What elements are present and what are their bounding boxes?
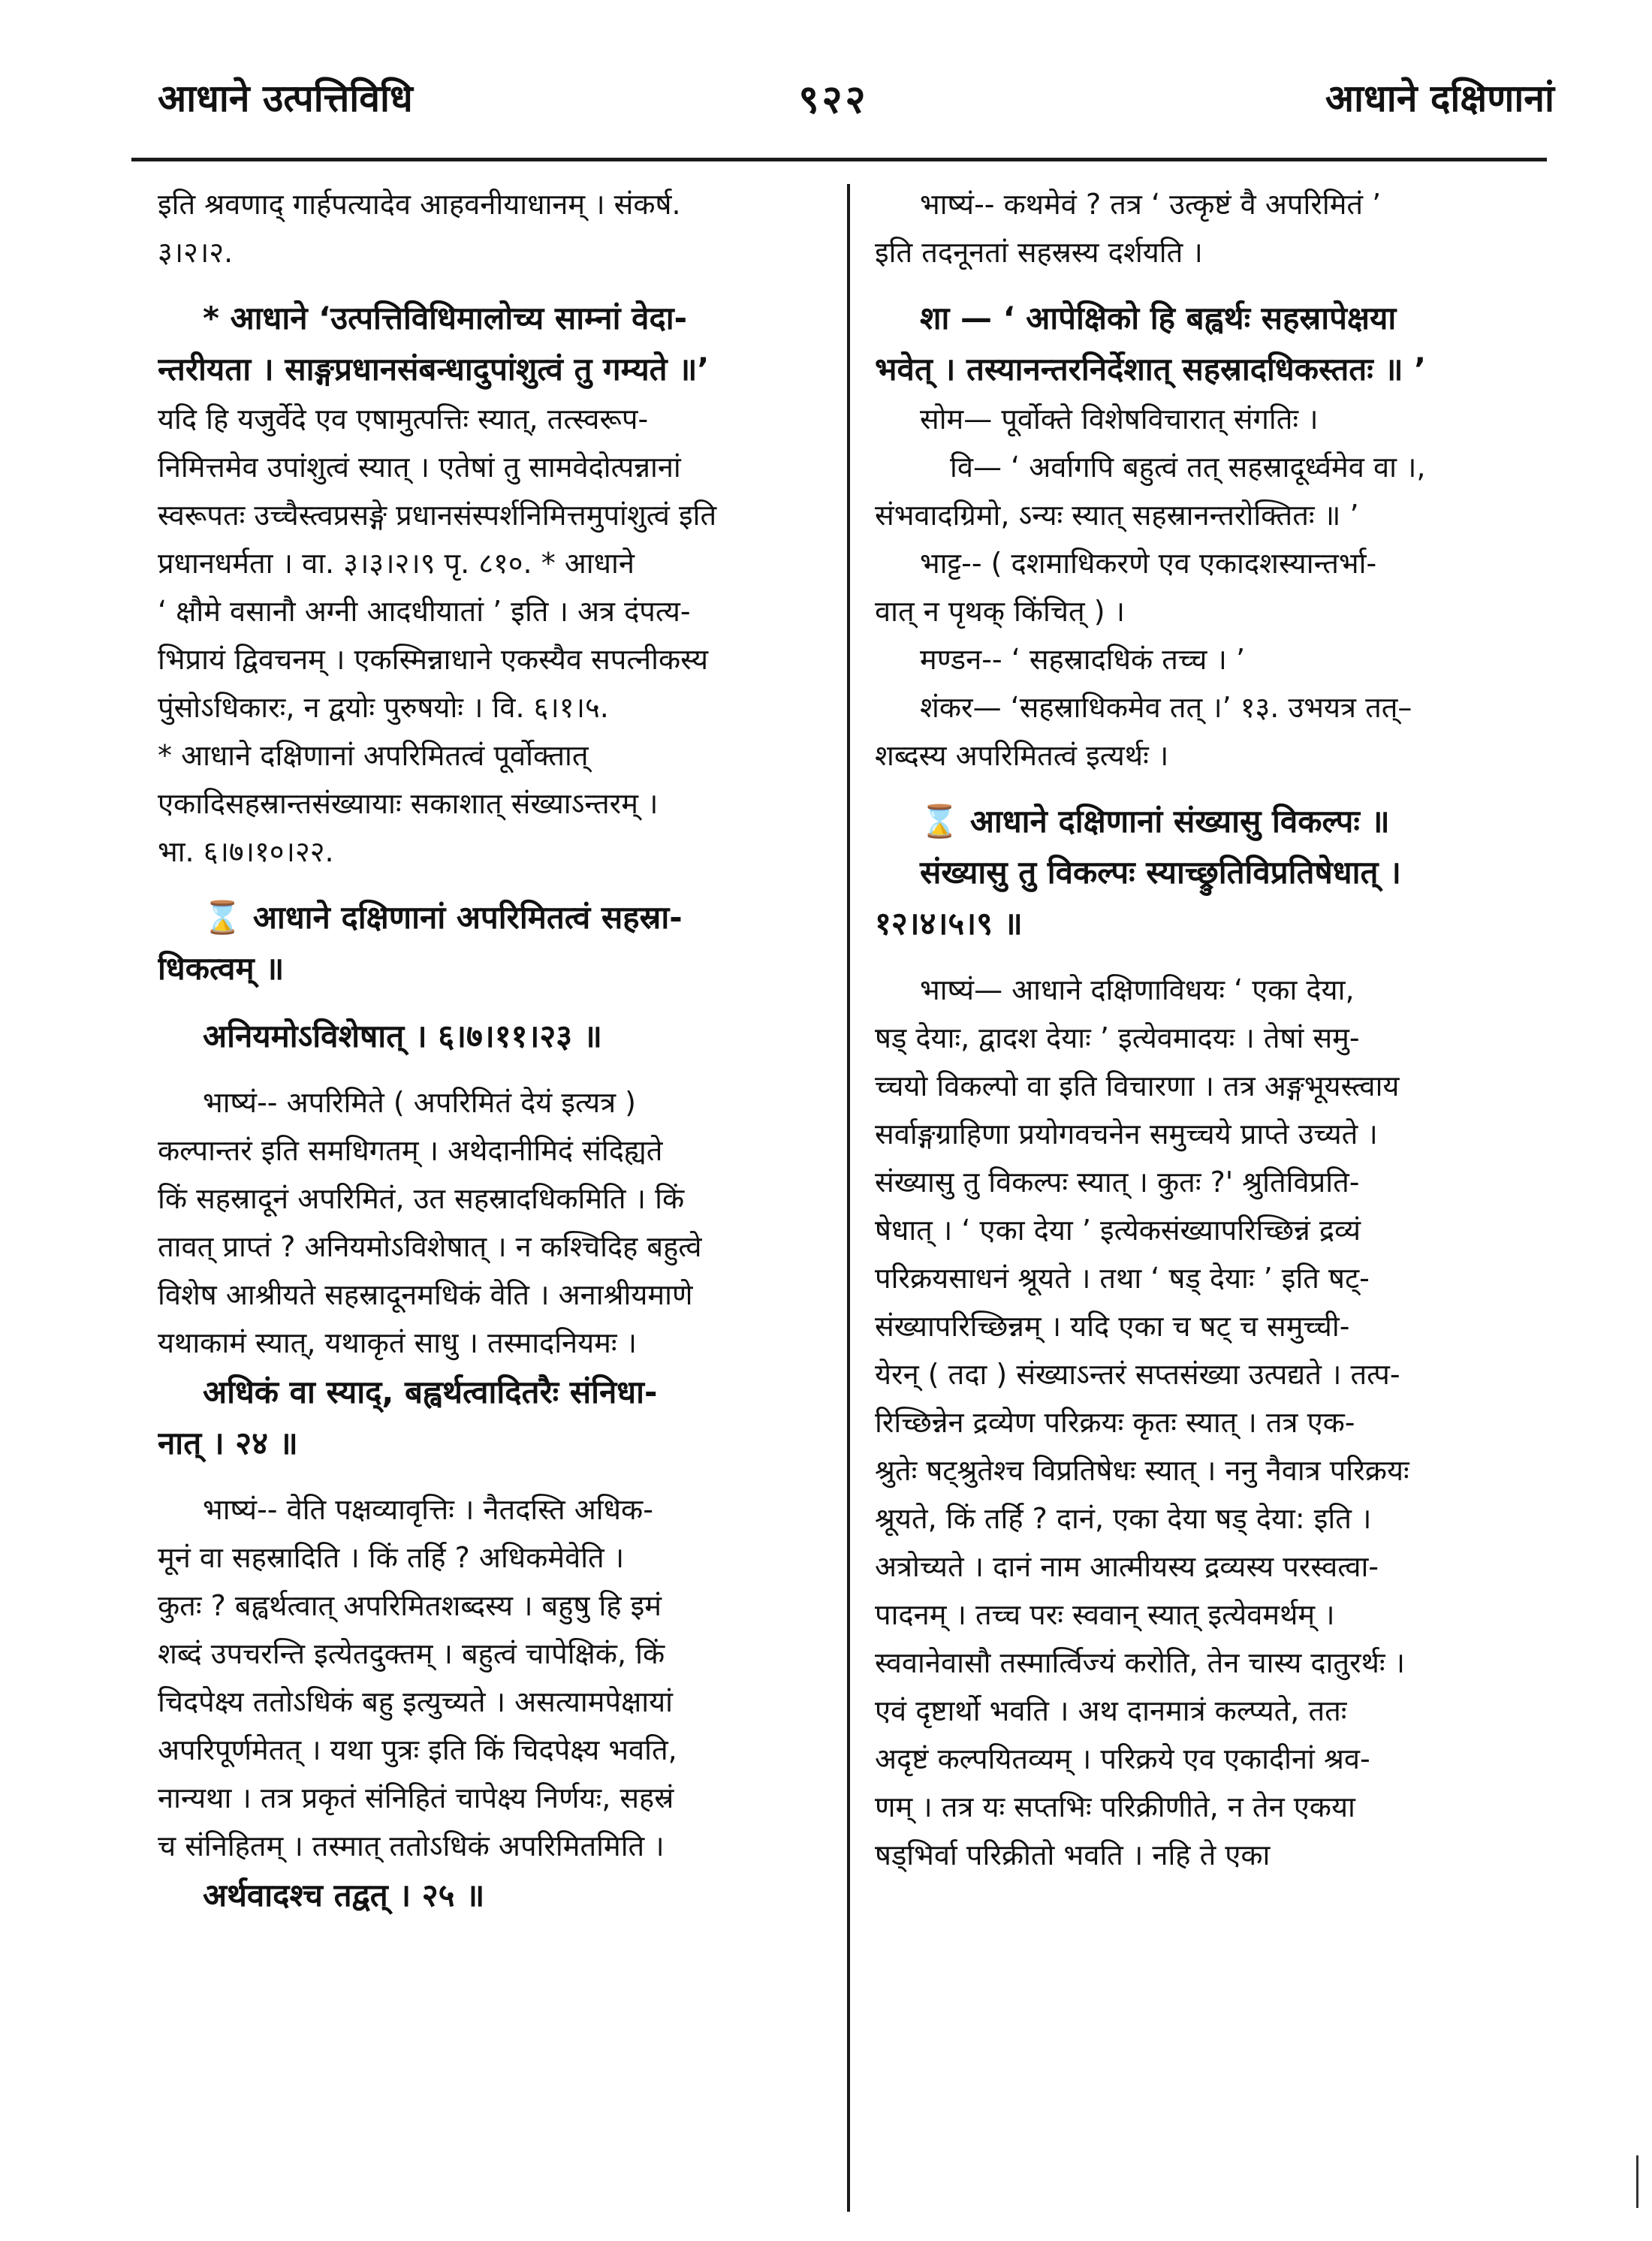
text-line: पुंसोऽधिकारः, न द्वयोः पुरुषयोः । वि. ६।१।५. xyxy=(158,691,609,724)
text-line: ३।२।२. xyxy=(158,236,234,269)
text-line: अपरिपूर्णमेतत् । यथा पुत्रः इति किं चिदपेक्ष्य भवति, xyxy=(158,1733,677,1766)
header-left-title: आधाने उत्पत्तिविधि xyxy=(158,77,413,120)
text-line: स्ववानेवासौ तस्मार्त्विज्यं करोति, तेन चास्य दातुरर्थः । xyxy=(875,1646,1406,1679)
left-column xyxy=(158,180,818,1921)
sutra-line: १२।४।५।९ ॥ xyxy=(875,905,1023,942)
text-line: इति श्रवणाद् गार्हपत्यादेव आहवनीयाधानम् । संकर्ष. xyxy=(158,188,681,221)
text-line: सर्वाङ्गग्राहिणा प्रयोगवचनेन समुच्चये प्राप्ते उच्यते । xyxy=(875,1117,1378,1151)
text-line: अत्रोच्यते । दानं नाम आत्मीयस्य द्रव्यस्य परस्वत्वा- xyxy=(875,1550,1379,1583)
scan-edge-mark xyxy=(1636,2155,1638,2208)
text-line: इति तदनूनतां सहस्रस्य दर्शयति । xyxy=(875,236,1203,269)
section-heading: ⌛ आधाने दक्षिणानां संख्यासु विकल्पः ॥ xyxy=(920,803,1390,840)
text-line: भवेत् । तस्यानन्तरनिर्देशात् सहस्रादधिकस्ततः ॥ ’ xyxy=(875,351,1427,388)
text-line: न्तरीयता । साङ्गप्रधानसंबन्धादुपांशुत्वं तु गम्यते ॥’ xyxy=(158,351,710,388)
text-line: भाट्ट-- ( दशमाधिकरणे एव एकादशस्यान्तर्भा- xyxy=(920,547,1377,580)
text-line: यथाकामं स्यात्, यथाकृतं साधु । तस्मादनियमः । xyxy=(158,1326,638,1359)
text-line: संभवादग्रिमो, ऽन्यः स्यात् सहस्रानन्तरोक्तितः ॥ ’ xyxy=(875,499,1359,532)
text-line: अदृष्टं कल्पयितव्यम् । परिक्रये एव एकादीनां श्रव- xyxy=(875,1742,1370,1775)
right-column xyxy=(875,180,1539,1879)
text-line: षड् देयाः, द्वादश देयाः ’ इत्येवमादयः । तेषां समु- xyxy=(875,1021,1360,1054)
text-line: शब्दं उपचरन्ति इत्येतदुक्तम् । बहुत्वं चापेक्षिकं, किं xyxy=(158,1637,665,1670)
text-line: विशेष आश्रीयते सहस्रादूनमधिकं वेति । अनाश्रीयमाणे xyxy=(158,1278,693,1311)
text-line: सोम— पूर्वोक्ते विशेषविचारात् संगतिः । xyxy=(920,403,1319,436)
section-heading: धिकत्वम् ॥ xyxy=(158,950,285,987)
text-line: श्रूयते, किं तर्हि ? दानं, एका देया षड् देया: इति । xyxy=(875,1502,1372,1535)
text-line: निमित्तमेव उपांशुत्वं स्यात् । एतेषां तु सामवेदोत्पन्नानां xyxy=(158,451,681,484)
header-right-title: आधाने दक्षिणानां xyxy=(1325,77,1554,120)
text-line: कल्पान्तरं इति समधिगतम् । अथेदानीमिदं संदिह्यते xyxy=(158,1134,663,1167)
text-line: च्चयो विकल्पो वा इति विचारणा । तत्र अङ्गभूयस्त्वाय xyxy=(875,1069,1400,1102)
text-line: येरन् ( तदा ) संख्याऽन्तरं सप्तसंख्या उत्पद्यते । तत्प- xyxy=(875,1358,1400,1391)
text-line: एवं दृष्टार्थो भवति । अथ दानमात्रं कल्प्यते, ततः xyxy=(875,1694,1347,1727)
text-line: भिप्रायं द्विवचनम् । एकस्मिन्नाधाने एकस्यैव सपत्नीकस्य xyxy=(158,643,708,676)
text-line: तावत् प्राप्तं ? अनियमोऽविशेषात् । न कश्चिदिह बहुत्वे xyxy=(158,1230,702,1263)
sutra-line: अर्थवादश्च तद्वत् । २५ ॥ xyxy=(203,1877,485,1914)
text-line: चिदपेक्ष्य ततोऽधिकं बहु इत्युच्यते । असत्यामपेक्षायां xyxy=(158,1685,674,1718)
sutra-line: नात् । २४ ॥ xyxy=(158,1425,298,1461)
text-line: शंकर— ‘सहस्राधिकमेव तत् ।’ १३. उभयत्र तत्– xyxy=(920,691,1412,724)
text-line: एकादिसहस्रान्तसंख्यायाः सकाशात् संख्याऽन्तरम् । xyxy=(158,787,659,820)
page-number: ९२२ xyxy=(798,77,869,122)
text-line: यदि हि यजुर्वेदे एव एषामुत्पत्तिः स्यात्, तत्स्वरूप- xyxy=(158,403,649,436)
text-line: ‘ क्षौमे वसानौ अग्नी आदधीयातां ’ इति । अत्र दंपत्य- xyxy=(158,595,691,628)
text-line: भाष्यं— आधाने दक्षिणाविधयः ‘ एका देया, xyxy=(920,973,1355,1006)
running-header xyxy=(113,71,1554,161)
text-line: मण्डन-- ‘ सहस्रादधिकं तच्च । ’ xyxy=(920,643,1246,676)
text-line: भाष्यं-- वेति पक्षव्यावृत्तिः । नैतदस्ति अधिक- xyxy=(203,1493,653,1526)
header-rule xyxy=(131,158,1547,161)
sutra-line: अनियमोऽविशेषात् । ६।७।११।२३ ॥ xyxy=(203,1018,602,1054)
text-line: शब्दस्य अपरिमितत्वं इत्यर्थः । xyxy=(875,739,1169,772)
text-line: स्वरूपतः उच्चैस्त्वप्रसङ्गे प्रधानसंस्पर्शनिमित्तमुपांशुत्वं इति xyxy=(158,499,717,532)
text-line: संख्यासु तु विकल्पः स्यात् । कुतः ?' श्रुतिविप्रति- xyxy=(875,1166,1360,1199)
text-line: प्रधानधर्मता । वा. ३।३।२।९ पृ. ८१०. * आधाने xyxy=(158,547,635,580)
text-line: पादनम् । तच्च परः स्ववान् स्यात् इत्येवमर्थम् । xyxy=(875,1598,1335,1631)
text-line: कुतः ? बह्वर्थत्वात् अपरिमितशब्दस्य । बहुषु हि इमं xyxy=(158,1589,662,1622)
text-line: षड्भिर्वा परिक्रीतो भवति । नहि ते एका xyxy=(875,1838,1271,1872)
text-line: वात् न पृथक् किंचित् ) । xyxy=(875,595,1126,628)
text-line: संख्यापरिच्छिन्नम् । यदि एका च षट् च समुच्ची- xyxy=(875,1310,1350,1343)
sutra-line: संख्यासु तु विकल्पः स्याच्छ्रुतिविप्रतिषेधात् । xyxy=(920,854,1401,891)
text-line: शा — ‘ आपेक्षिको हि बह्वर्थः सहस्रापेक्षया xyxy=(920,300,1397,336)
text-line: णम् । तत्र यः सप्तभिः परिक्रीणीते, न तेन एकया xyxy=(875,1790,1355,1823)
text-line: भाष्यं-- कथमेवं ? तत्र ‘ उत्कृष्टं वै अपरिमितं ’ xyxy=(920,188,1382,221)
text-line: च संनिहितम् । तस्मात् ततोऽधिकं अपरिमितमिति । xyxy=(158,1829,665,1862)
sutra-line: अधिकं वा स्याद्, बह्वर्थत्वादितरैः संनिधा- xyxy=(203,1374,658,1410)
text-line: षेधात् । ‘ एका देया ’ इत्येकसंख्यापरिच्छिन्नं द्रव्यं xyxy=(875,1214,1361,1247)
text-line: * आधाने दक्षिणानां अपरिमितत्वं पूर्वोक्तात् xyxy=(158,739,589,772)
text-line: किं सहस्रादूनं अपरिमितं, उत सहस्रादधिकमिति । किं xyxy=(158,1182,685,1215)
text-line: रिच्छिन्नेन द्रव्येण परिक्रयः कृतः स्यात् । तत्र एक- xyxy=(875,1406,1355,1439)
section-heading: ⌛ आधाने दक्षिणानां अपरिमितत्वं सहस्रा- xyxy=(203,899,683,936)
text-line: वि— ‘ अर्वागपि बहुत्वं तत् सहस्रादूर्ध्वमेव वा ।, xyxy=(950,451,1426,484)
text-line: श्रुतेः षट्श्रुतेश्च विप्रतिषेधः स्यात् । ननु नैवात्र परिक्रयः xyxy=(875,1454,1409,1487)
text-line: मूनं वा सहस्रादिति । किं तर्हि ? अधिकमेवेति । xyxy=(158,1541,625,1574)
text-line: भाष्यं-- अपरिमिते ( अपरिमितं देयं इत्यत्र ) xyxy=(203,1086,637,1119)
text-line: परिक्रयसाधनं श्रूयते । तथा ‘ षड् देयाः ’ इति षट्- xyxy=(875,1262,1370,1295)
text-line: नान्यथा । तत्र प्रकृतं संनिहितं चापेक्ष्य निर्णयः, सहस्रं xyxy=(158,1781,674,1814)
text-line: * आधाने ‘उत्पत्तिविधिमालोच्य साम्नां वेदा- xyxy=(203,300,688,336)
text-line: भा. ६।७।१०।२२. xyxy=(158,835,334,868)
column-divider xyxy=(847,184,850,2212)
